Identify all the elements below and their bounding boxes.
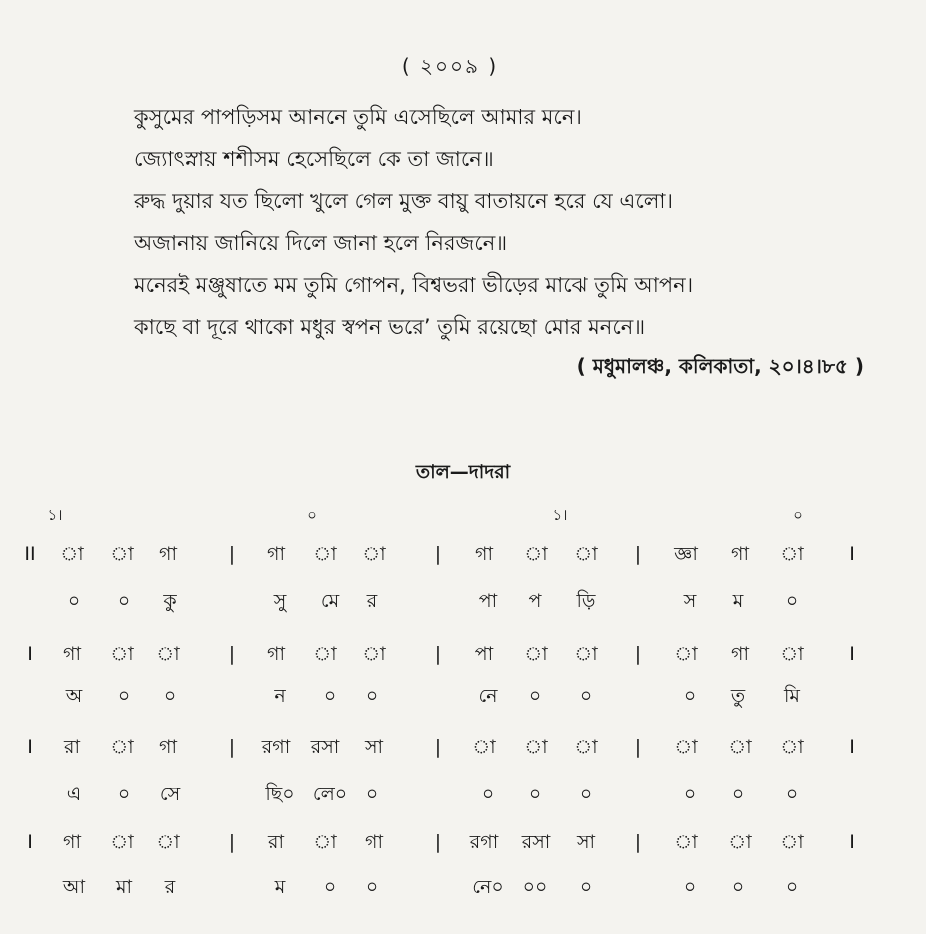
swara-note: গা (267, 643, 285, 665)
swara-note: া (60, 543, 84, 565)
lyric-syllable: সু (273, 590, 287, 612)
lyric-syllable: ০ (323, 685, 337, 707)
bar-line: | (634, 736, 642, 758)
swara-note: া (156, 831, 180, 853)
lyric-line: জ্যোৎস্নায় শশীসম হেসেছিলে কে তা জানে॥ (134, 147, 494, 171)
lyric-syllable: ০ (579, 876, 593, 898)
lyric-syllable: মা (115, 876, 133, 898)
swara-note: া (574, 736, 598, 758)
lyric-syllable: ড়ি (576, 590, 596, 612)
lyric-syllable: ছি০ (265, 783, 295, 805)
bar-line: I (849, 736, 855, 758)
swara-note: া (728, 831, 752, 853)
lyric-syllable: ০ (323, 876, 337, 898)
swara-note: া (362, 543, 386, 565)
swara-note: া (780, 643, 804, 665)
bar-line: | (634, 831, 642, 853)
swara-note: া (524, 736, 548, 758)
lyric-syllable: ০ (481, 783, 495, 805)
lyric-syllable: ন (274, 685, 286, 707)
lyric-syllable: আ (62, 876, 86, 898)
lyric-syllable: ০ (117, 590, 131, 612)
swara-note: া (313, 831, 337, 853)
lyric-line: কাছে বা দূরে থাকো মধুর স্বপন ভরে’ তুমি রয়েছো মোর মননে॥ (134, 315, 646, 339)
bar-line: I (27, 643, 33, 665)
bar-line: | (634, 543, 642, 565)
lyric-syllable: সে (159, 783, 181, 805)
swara-note: গা (159, 543, 177, 565)
swara-note: া (524, 543, 548, 565)
lyric-line: রুদ্ধ দুয়ার যত ছিলো খুলে গেল মুক্ত বায়ু বাতায়নে হরে যে এলো। (134, 189, 674, 213)
swara-note: া (156, 643, 180, 665)
swara-note: সা (576, 831, 596, 853)
lyric-syllable: পা (478, 590, 498, 612)
song-number: ( ২০০৯ ) (401, 54, 499, 78)
lyric-syllable: ০ (731, 876, 745, 898)
lyric-syllable: নে০ (472, 876, 504, 898)
lyric-syllable: ০ (785, 783, 799, 805)
swara-note: রসা (521, 831, 551, 853)
swara-note: জ্ঞা (674, 543, 698, 565)
lyric-syllable: তু (730, 685, 746, 707)
attribution: ( মধুমালঞ্চ, কলিকাতা, ২০।৪।৮৫ ) (576, 354, 864, 378)
bar-line: I (849, 831, 855, 853)
bar-line: | (434, 543, 442, 565)
lyric-syllable: ০ (528, 783, 542, 805)
lyric-syllable: র (164, 876, 176, 898)
lyric-syllable: কু (163, 590, 177, 612)
swara-note: রগা (469, 831, 499, 853)
lyric-syllable: র (366, 590, 378, 612)
lyric-syllable: ০ (683, 783, 697, 805)
lyrics-block (134, 96, 894, 348)
lyric-syllable: মি (784, 685, 800, 707)
lyric-syllable: ০ (117, 783, 131, 805)
swara-note: গা (365, 831, 383, 853)
bar-line: | (228, 736, 236, 758)
bar-line: II (24, 543, 36, 565)
lyric-syllable: ০ (365, 876, 379, 898)
swara-note: া (674, 643, 698, 665)
lyric-syllable: ০ (683, 876, 697, 898)
bar-line: I (27, 831, 33, 853)
bar-line: | (228, 543, 236, 565)
swara-note: া (524, 643, 548, 665)
lyric-syllable: ০ (731, 783, 745, 805)
bar-line: | (634, 643, 642, 665)
swara-note: া (110, 831, 134, 853)
swara-note: গা (731, 543, 749, 565)
lyric-syllable: ০ (528, 685, 542, 707)
swara-note: া (472, 736, 496, 758)
bar-line: | (434, 736, 442, 758)
bar-line: | (434, 831, 442, 853)
lyric-syllable: স (683, 590, 697, 612)
lyric-line: কুসুমের পাপড়িসম আননে তুমি এসেছিলে আমার মনে। (134, 105, 582, 129)
lyric-line: অজানায় জানিয়ে দিলে জানা হলে নিরজনে॥ (134, 231, 508, 255)
beat-mark: ০ (793, 506, 803, 524)
swara-note: গা (159, 736, 177, 758)
beat-mark: ০ (307, 506, 317, 524)
lyric-syllable: ০ (785, 590, 799, 612)
bar-line: I (849, 543, 855, 565)
lyric-syllable: ০০ (522, 876, 548, 898)
swara-note: রা (64, 736, 80, 758)
lyric-syllable: ০ (365, 685, 379, 707)
swara-note: গা (63, 831, 81, 853)
bar-line: I (849, 643, 855, 665)
bar-line: | (228, 643, 236, 665)
swara-note: া (362, 643, 386, 665)
swara-note: সা (364, 736, 384, 758)
lyric-syllable: ০ (785, 876, 799, 898)
swara-note: া (313, 543, 337, 565)
lyric-syllable: ০ (365, 783, 379, 805)
swara-note: া (674, 736, 698, 758)
swara-note: পা (474, 643, 494, 665)
lyric-syllable: ০ (67, 590, 81, 612)
swara-note: া (574, 643, 598, 665)
taal-heading: তাল—দাদরা (415, 461, 511, 483)
swara-note: া (110, 643, 134, 665)
lyric-syllable: অ (65, 685, 83, 707)
lyric-syllable: প (528, 590, 542, 612)
swara-note: া (780, 831, 804, 853)
lyric-syllable: মে (320, 590, 340, 612)
lyric-syllable: ০ (683, 685, 697, 707)
swara-note: গা (63, 643, 81, 665)
swara-note: া (674, 831, 698, 853)
lyric-syllable: নে (478, 685, 498, 707)
bar-line: | (228, 831, 236, 853)
bar-line: | (434, 643, 442, 665)
beat-mark: ১। (552, 506, 568, 524)
lyric-syllable: ০ (163, 685, 177, 707)
beat-mark: ১। (47, 506, 63, 524)
lyric-syllable: ম (732, 590, 744, 612)
swara-note: গা (731, 643, 749, 665)
lyric-line: মনেরই মঞ্জুষাতে মম তুমি গোপন, বিশ্বভরা ভীড়ের মাঝে তুমি আপন। (134, 273, 694, 297)
swara-note: া (780, 736, 804, 758)
swara-note: গা (267, 543, 285, 565)
lyric-syllable: ০ (579, 685, 593, 707)
bar-line: I (27, 736, 33, 758)
lyric-syllable: এ (66, 783, 82, 805)
swara-note: া (110, 736, 134, 758)
swara-note: রগা (261, 736, 291, 758)
swara-note: া (574, 543, 598, 565)
swara-note: া (110, 543, 134, 565)
swara-note: গা (475, 543, 493, 565)
swara-note: রসা (310, 736, 340, 758)
swara-note: রা (268, 831, 284, 853)
swara-note: া (780, 543, 804, 565)
swara-note: া (313, 643, 337, 665)
lyric-syllable: ০ (579, 783, 593, 805)
lyric-syllable: লে০ (312, 783, 348, 805)
swara-note: া (728, 736, 752, 758)
lyric-syllable: ০ (117, 685, 131, 707)
lyric-syllable: ম (274, 876, 286, 898)
